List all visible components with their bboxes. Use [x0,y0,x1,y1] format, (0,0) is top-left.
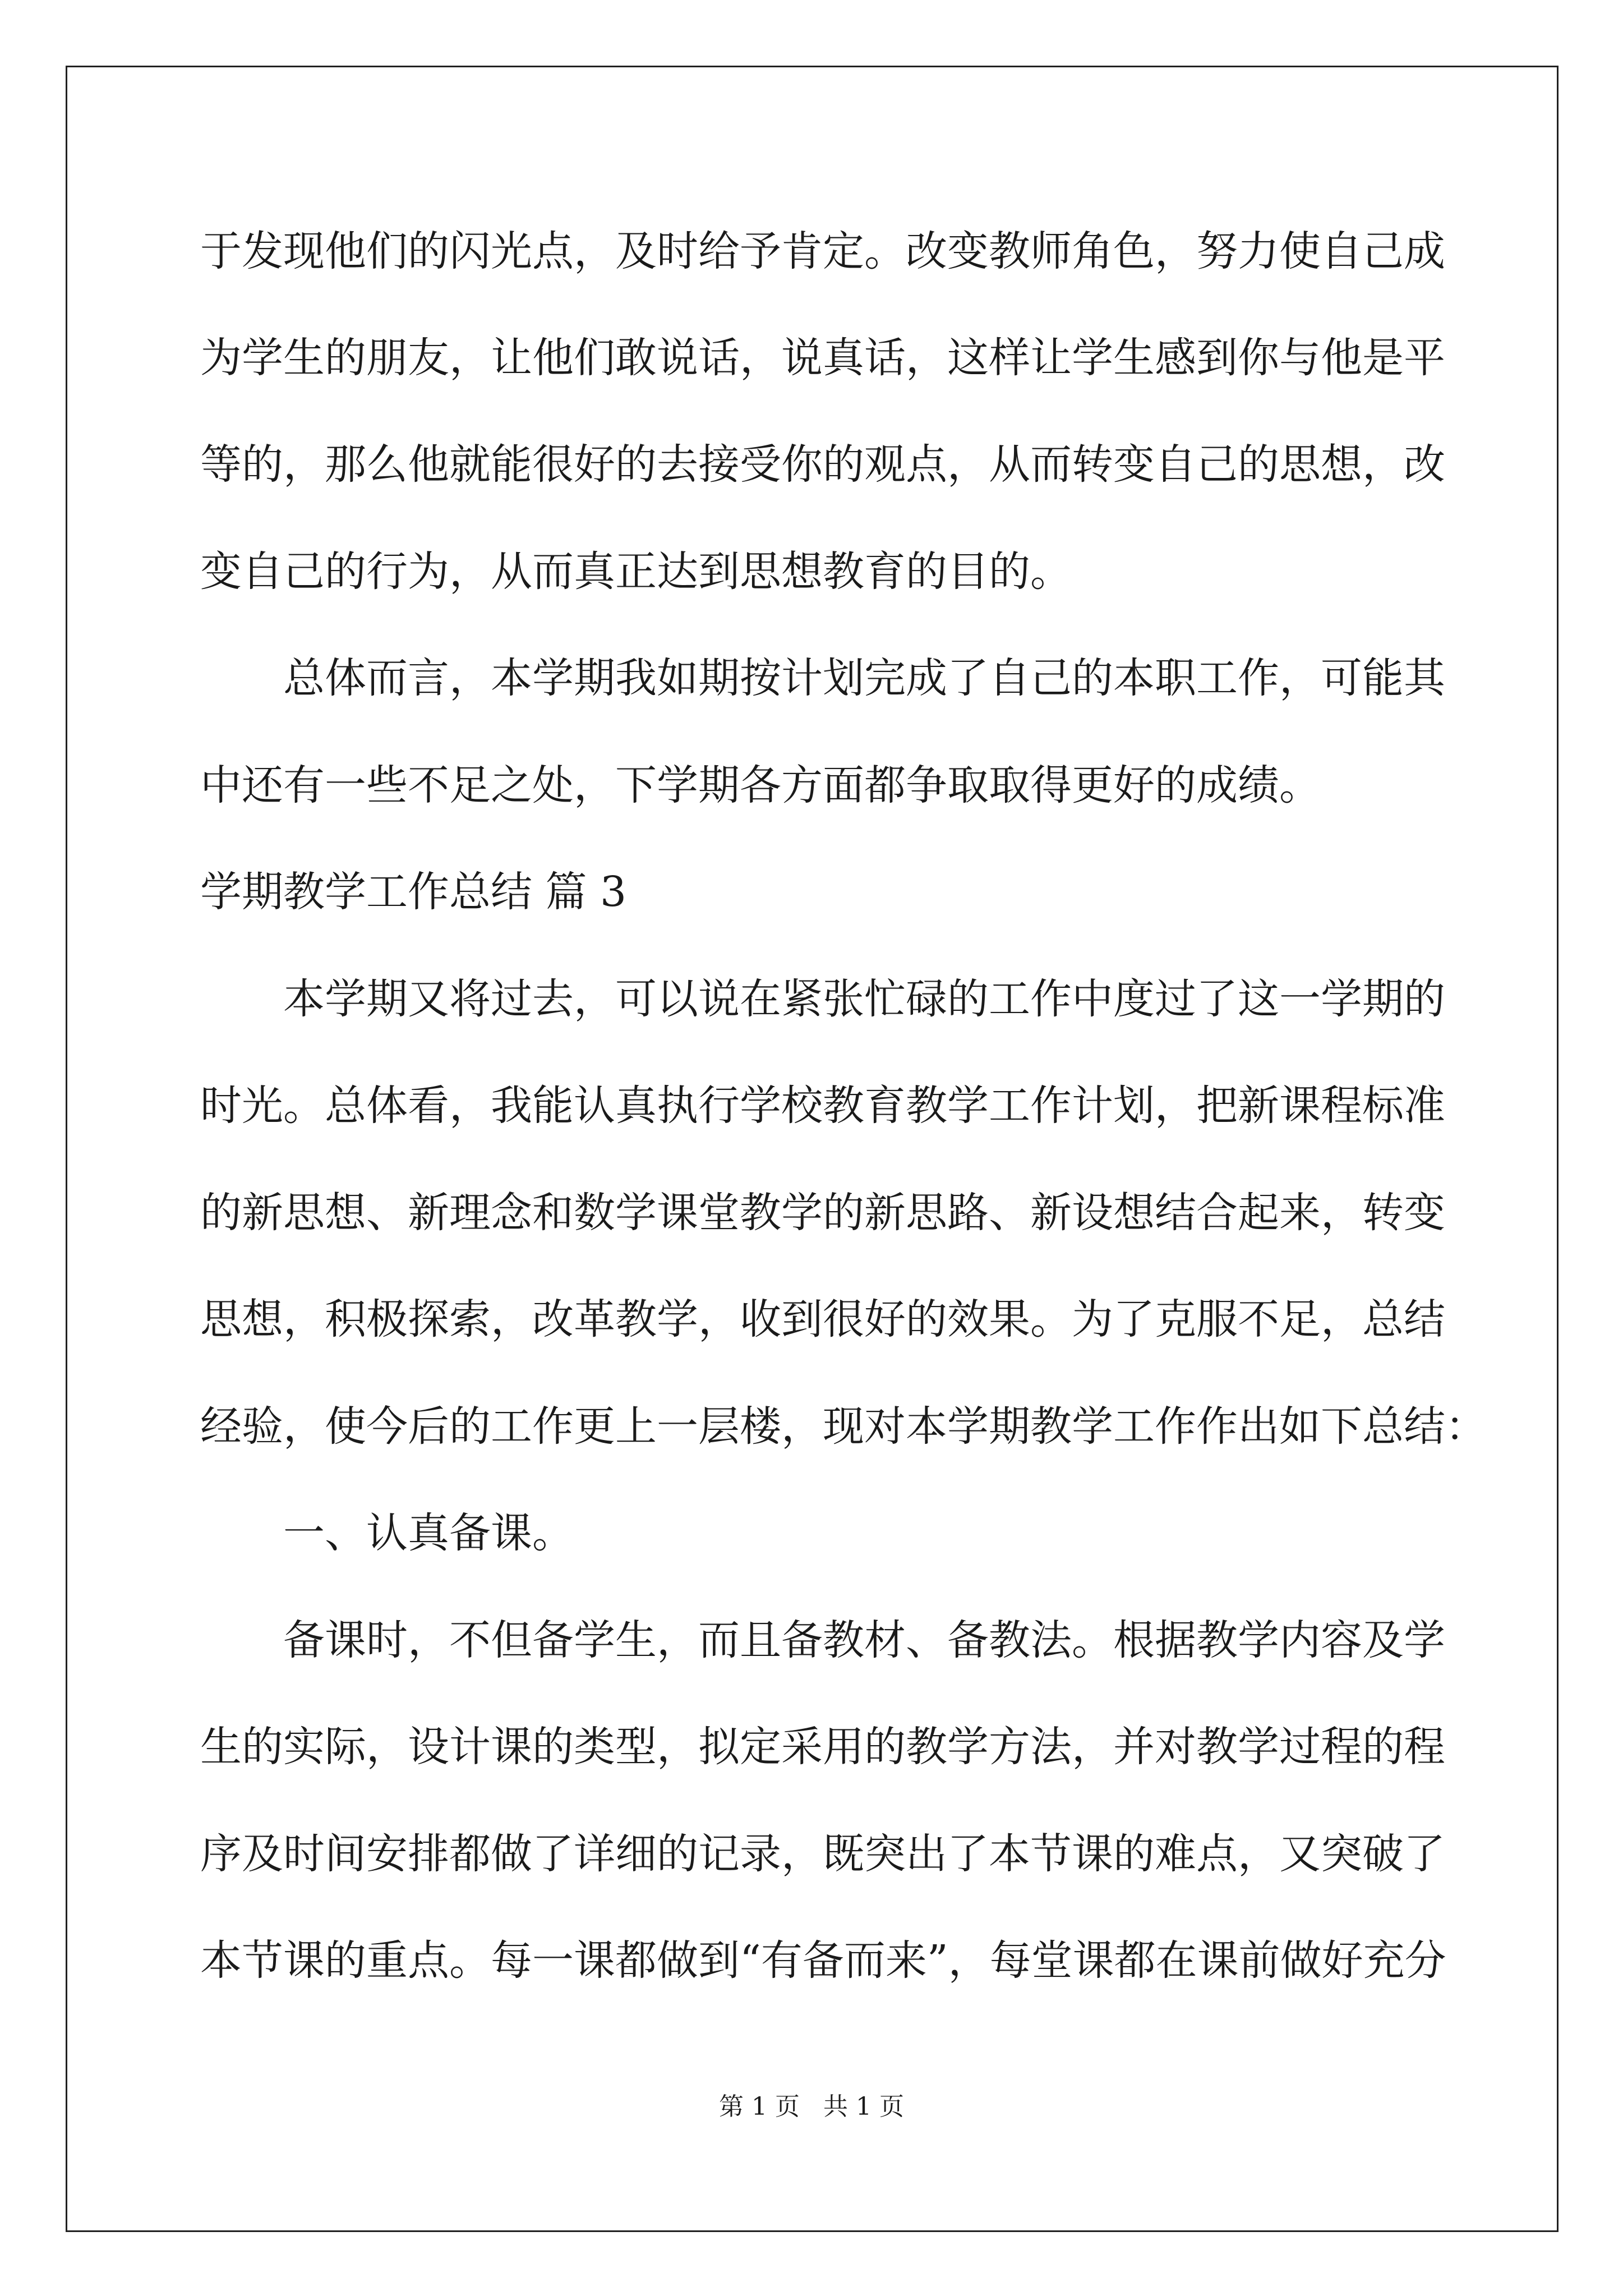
paragraph-line: 序及时间安排都做了详细的记录，既突出了本节课的难点，又突破了 [200,1830,1445,1878]
paragraph-line: 变自己的行为，从而真正达到思想教育的目的。 [200,547,1072,596]
paragraph-line: 本学期又将过去，可以说在紧张忙碌的工作中度过了这一学期的 [283,975,1445,1023]
paragraph-line: 中还有一些不足之处，下学期各方面都争取取得更好的成绩。 [200,761,1321,809]
paragraph-line: 思想，积极探索，改革教学，收到很好的效果。为了克服不足，总结 [200,1295,1445,1343]
paragraph-line: 等的，那么他就能很好的去接受你的观点，从而转变自己的思想，改 [200,440,1445,489]
paragraph-line: 为学生的朋友，让他们敢说话，说真话，这样让学生感到你与他是平 [200,334,1445,382]
paragraph-line: 经验，使今后的工作更上一层楼，现对本学期教学工作作出如下总结： [200,1402,1487,1451]
paragraph-line: 的新思想、新理念和数学课堂教学的新思路、新设想结合起来，转变 [200,1189,1445,1237]
page-footer: 第 1 页 共 1 页 [719,2092,904,2121]
paragraph-line: 备课时，不但备学生，而且备教材、备教法。根据教学内容及学 [283,1616,1445,1664]
paragraph-line: 生的实际，设计课的类型，拟定采用的教学方法，并对教学过程的程 [200,1723,1445,1771]
paragraph-line: 于发现他们的闪光点，及时给予肯定。改变教师角色，努力使自己成 [200,227,1445,275]
section-heading: 学期教学工作总结 篇 3 [200,868,627,916]
subheading: 一、认真备课。 [283,1509,574,1557]
paragraph-line: 总体而言，本学期我如期按计划完成了自己的本职工作，可能其 [283,654,1445,702]
paragraph-line: 本节课的重点。每一课都做到“有备而来”，每堂课都在课前做好充分 [200,1936,1446,1985]
paragraph-line: 时光。总体看，我能认真执行学校教育教学工作计划，把新课程标准 [200,1082,1445,1130]
